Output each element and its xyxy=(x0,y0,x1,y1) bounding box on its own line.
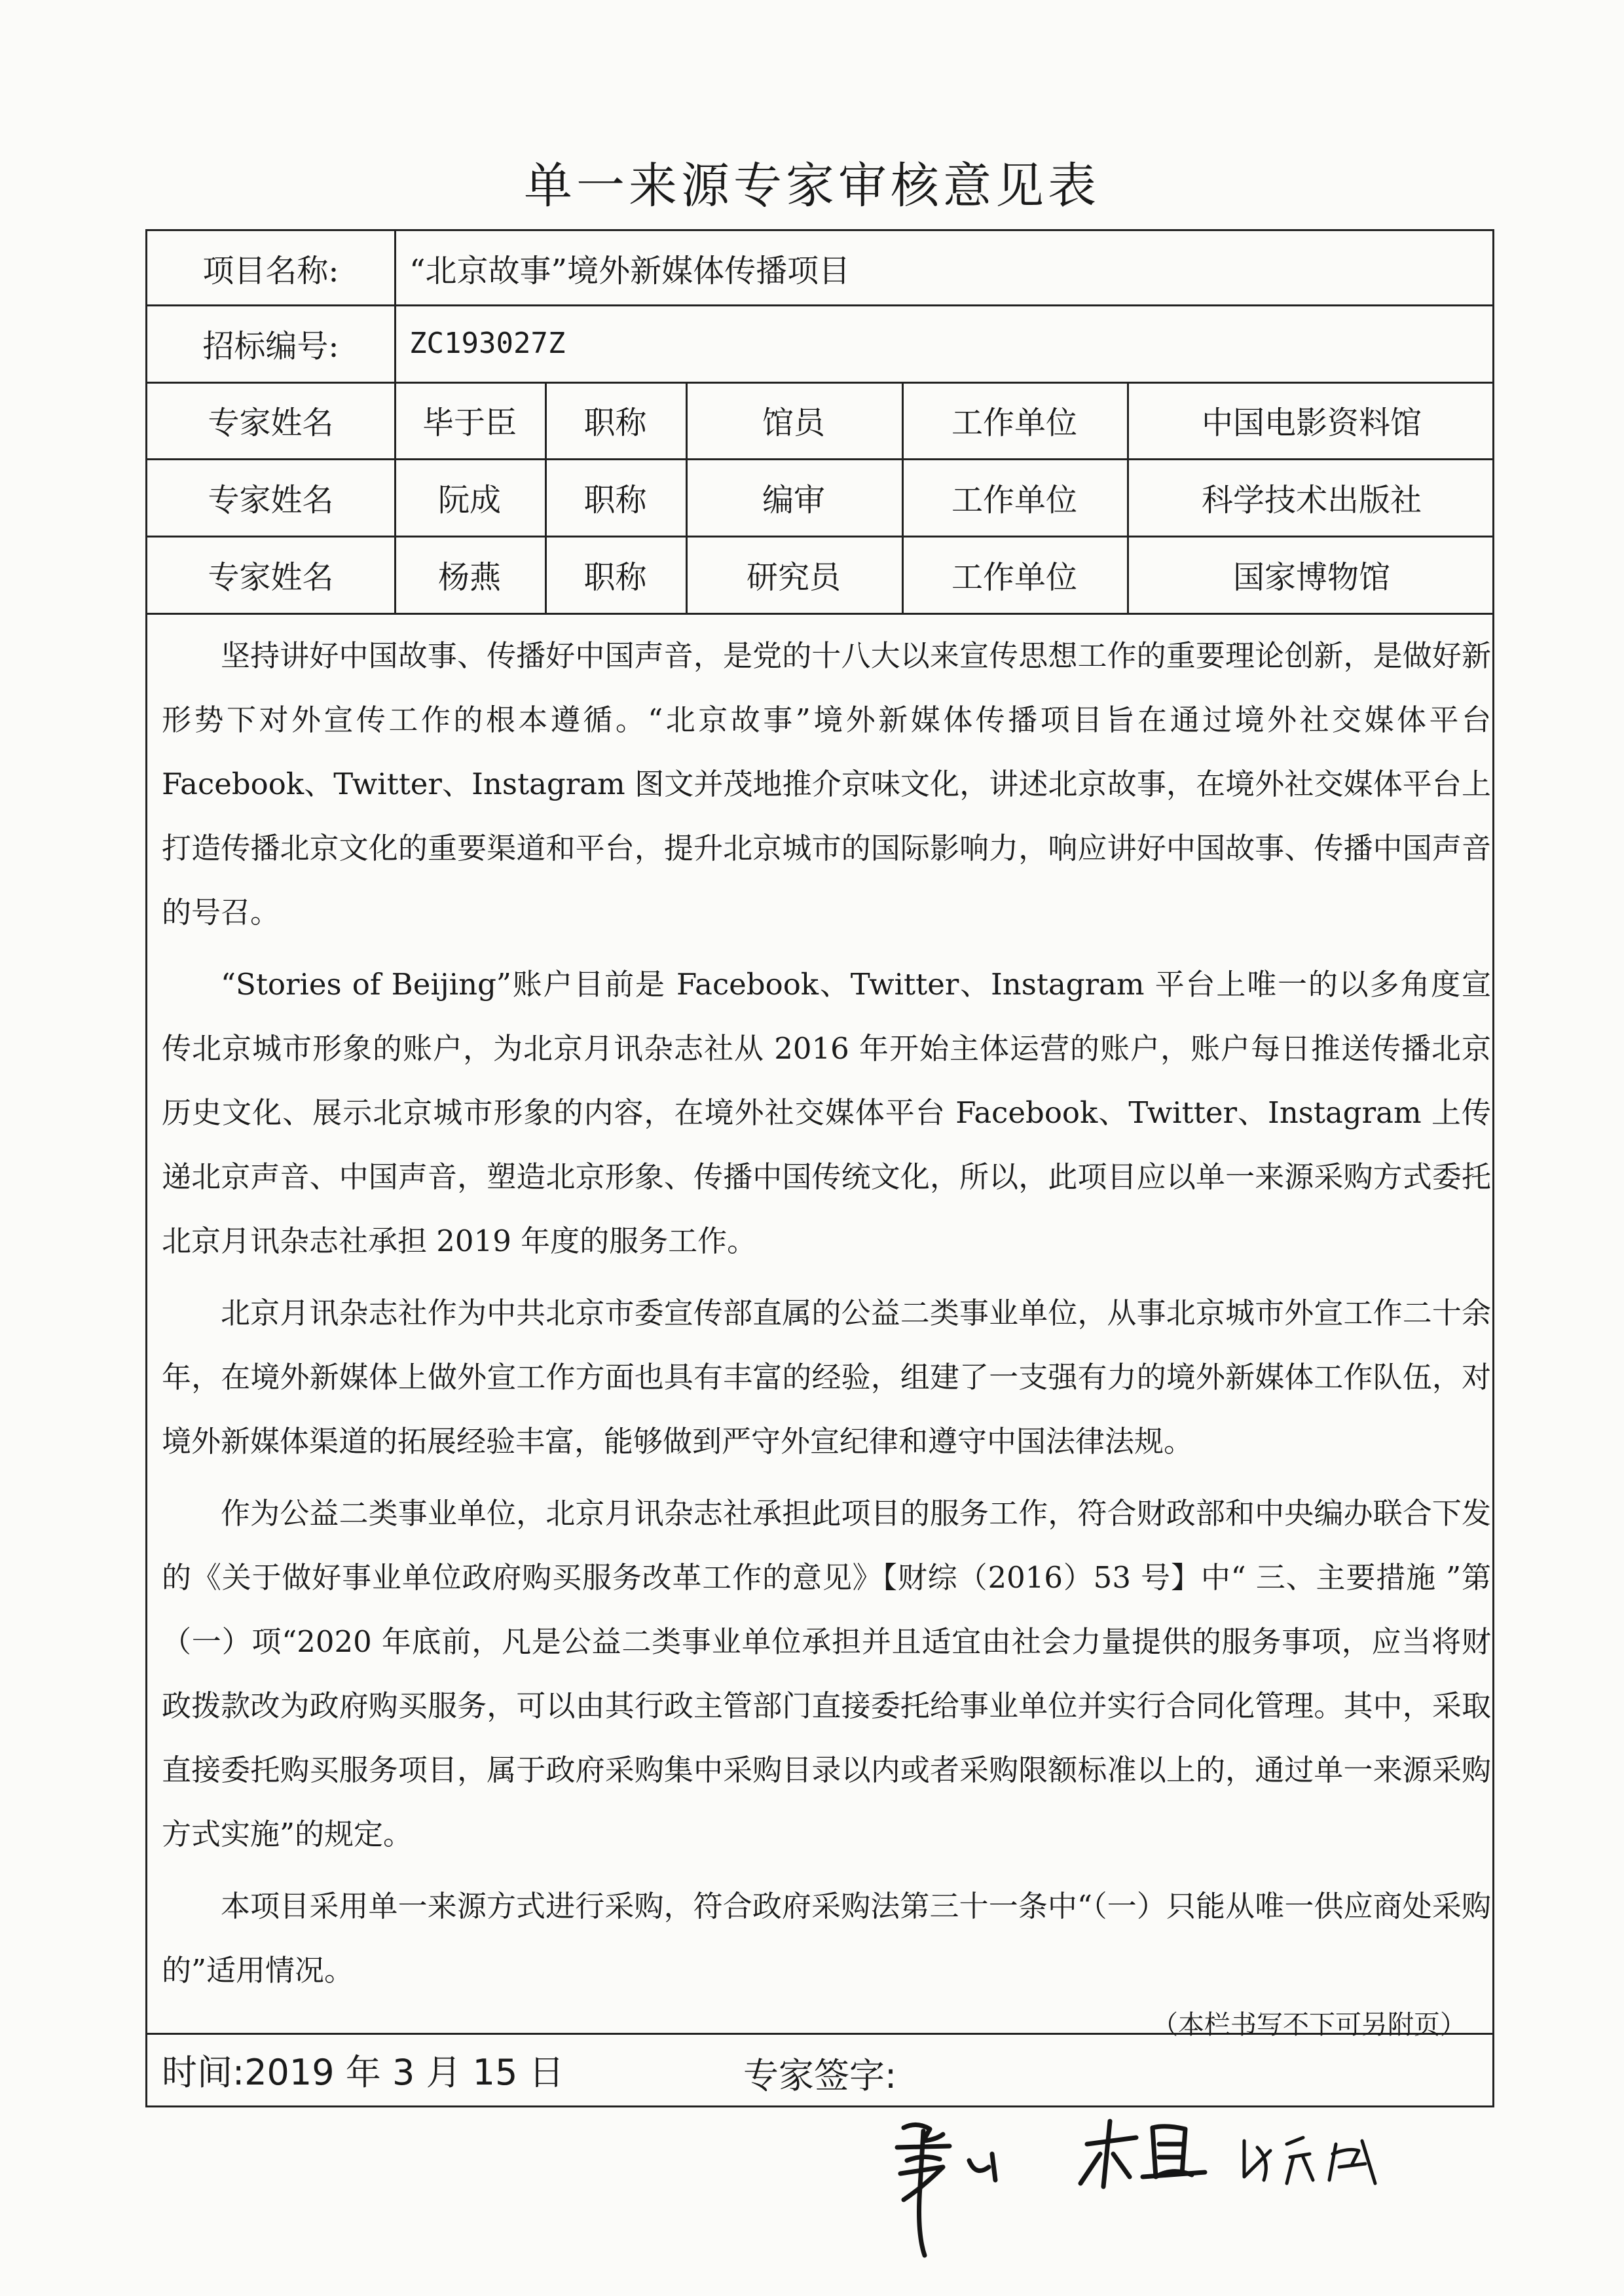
opinion-paragraph: 作为公益二类事业单位，北京月讯杂志社承担此项目的服务工作，符合财政部和中央编办联合下发的《关于做好事业单位政府购买服务改革工作的意见》【财综（2016）53 号】中“ 三、主要措施 ”第（一）项“2020 年底前，凡是公益二类事业单位承担并且适宜由社会力量提供的服务事项，应当将财政拨款改为政府购买服务，可以由其行政主管部门直接委托给事业单位并实行合同化管理。其中，采取直接委托购买服务项目，属于政府采购集中采购目录以内或者采购限额标准以上的，通过单一来源采购方式实施”的规定。 xyxy=(162,1496,1491,1851)
bid-number-label: 招标编号: xyxy=(202,327,339,365)
expert-org: 中国电影资料馆 xyxy=(1201,405,1422,441)
review-date: 时间:2019 年 3 月 15 日 xyxy=(162,2052,564,2093)
opinion-paragraph: 本项目采用单一来源方式进行采购，符合政府采购法第三十一条中“（一）只能从唯一供应商处采购的”适用情况。 xyxy=(162,1889,1491,1988)
expert-org: 科学技术出版社 xyxy=(1201,481,1422,519)
expert-title-label: 职称 xyxy=(583,481,647,519)
expert-title: 编审 xyxy=(762,481,825,519)
expert-title: 研究员 xyxy=(746,558,841,596)
expert-title-label: 职称 xyxy=(583,405,647,441)
signature-3 xyxy=(1244,2138,1375,2183)
expert-name: 阮成 xyxy=(437,481,501,519)
expert-name-label: 专家姓名 xyxy=(208,558,334,596)
col-divider xyxy=(394,231,396,382)
expert-name: 毕于臣 xyxy=(422,405,517,441)
page-title: 单一来源专家审核意见表 xyxy=(524,158,1100,214)
expert-org-label: 工作单位 xyxy=(951,405,1077,441)
opinion-paragraph: 北京月讯杂志社作为中共北京市委宣传部直属的公益二类事业单位，从事北京城市外宣工作二十余年，在境外新媒体上做外宣工作方面也具有丰富的经验，组建了一支强有力的境外新媒体工作队伍，对境外新媒体渠道的拓展经验丰富，能够做到严守外宣纪律和遵守中国法律法规。 xyxy=(162,1296,1491,1459)
row-divider xyxy=(147,613,1492,615)
expert-org-label: 工作单位 xyxy=(951,481,1077,519)
continuation-note: （本栏书写不下可另附页） xyxy=(1152,2010,1466,2040)
project-name-value: “北京故事”境外新媒体传播项目 xyxy=(409,252,851,289)
review-form xyxy=(145,229,1494,2107)
expert-title-label: 职称 xyxy=(583,558,647,596)
signature-2 xyxy=(1080,2121,1205,2187)
expert-org: 国家博物馆 xyxy=(1232,558,1390,596)
expert-title: 馆员 xyxy=(762,405,825,441)
signature-label: 专家签字: xyxy=(743,2055,897,2096)
opinion-text xyxy=(162,624,1491,2011)
expert-name-label: 专家姓名 xyxy=(208,405,334,441)
opinion-paragraph: “Stories of Beijing”账户目前是 Facebook、Twitter、Instagram 平台上唯一的以多角度宣传北京城市形象的账户，为北京月讯杂志社从 2016 年开始主体运营的账户，账户每日推送传播北京历史文化、展示北京城市形象的内容，在境外社交媒体平台 Facebook、Twitter、Instagram 上传递北京声音、中国声音，塑造北京形象、传播中国传统文化，所以，此项目应以单一来源采购方式委托北京月讯杂志社承担 2019 年度的服务工作。 xyxy=(162,967,1491,1258)
expert-name-label: 专家姓名 xyxy=(208,481,334,519)
signature-1 xyxy=(897,2124,995,2255)
opinion-paragraph: 坚持讲好中国故事、传播好中国声音，是党的十八大以来宣传思想工作的重要理论创新，是做好新形势下对外宣传工作的根本遵循。“北京故事”境外新媒体传播项目旨在通过境外社交媒体平台 Facebook、Twitter、Instagram 图文并茂地推介京味文化，讲述北京故事，在境外社交媒体平台上打造传播北京文化的重要渠道和平台，提升北京城市的国际影响力，响应讲好中国故事、传播中国声音的号召。 xyxy=(162,638,1491,930)
bid-number-value: ZC193027Z xyxy=(409,326,566,360)
project-name-label: 项目名称: xyxy=(202,252,339,289)
expert-name: 杨燕 xyxy=(437,558,501,596)
expert-org-label: 工作单位 xyxy=(951,558,1077,596)
handwritten-signatures xyxy=(877,2115,1532,2265)
